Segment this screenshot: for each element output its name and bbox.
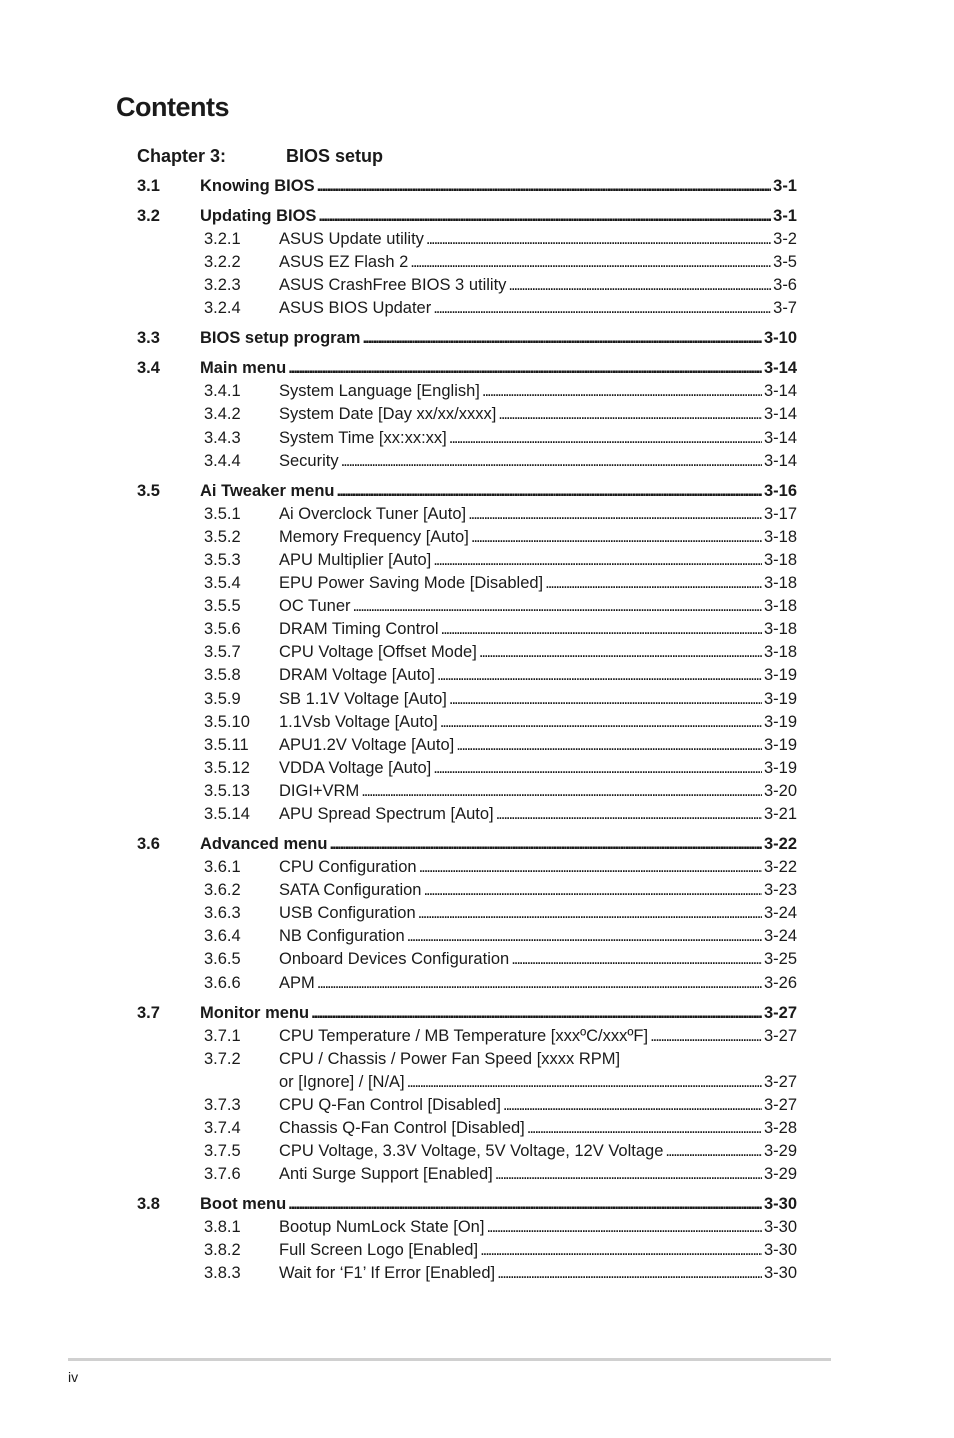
entry-number: 3.5.10 (204, 712, 250, 731)
entry-page: 3-27 (763, 1003, 797, 1022)
toc-section (137, 327, 797, 350)
toc-section-entry[interactable] (137, 833, 797, 856)
entry-page: 3-28 (763, 1119, 797, 1137)
entry-title: Security (279, 451, 339, 470)
entry-number: 3.5.8 (204, 666, 241, 685)
entry-title: EPU Power Saving Mode [Disabled] (279, 574, 544, 593)
toc-subsection-entry[interactable] (137, 251, 797, 274)
dot-leader (337, 480, 762, 503)
entry-number: 3.2.1 (204, 230, 241, 248)
toc-subsection-entry[interactable] (137, 856, 797, 879)
entry-number: 3.6.5 (204, 950, 241, 969)
dot-leader (317, 972, 762, 995)
entry-title: ASUS CrashFree BIOS 3 utility (279, 276, 507, 295)
toc-subsection-entry[interactable] (137, 618, 797, 641)
entry-page: 3-22 (763, 835, 797, 854)
entry-number: 3.8.2 (204, 1241, 241, 1260)
entry-title: CPU Voltage [Offset Mode] (279, 643, 477, 662)
entry-page: 3-6 (773, 276, 797, 295)
toc-subsection-entry[interactable] (137, 380, 797, 403)
dot-leader (341, 450, 762, 473)
dot-leader (468, 503, 762, 526)
entry-title: Knowing BIOS (200, 177, 315, 195)
toc-subsection-entry[interactable] (137, 948, 797, 971)
entry-number: 3.7 (137, 1003, 160, 1022)
entry-page: 3-23 (763, 881, 797, 900)
entry-title: Anti Surge Support [Enabled] (279, 1165, 493, 1184)
dot-leader (288, 1193, 762, 1216)
entry-number: 3.7.4 (204, 1119, 241, 1137)
toc-subsection-entry[interactable] (137, 925, 797, 948)
entry-title: Advanced menu (200, 835, 328, 854)
entry-number: 3.5.9 (204, 689, 241, 708)
dot-leader (329, 833, 762, 856)
entry-number: 3.5.5 (204, 597, 241, 616)
entry-number: 3.5.3 (204, 550, 241, 569)
dot-leader (437, 664, 762, 687)
entry-number: 3.3 (137, 329, 160, 348)
entry-title: Monitor menu (200, 1003, 310, 1022)
toc-subsection-entry[interactable] (137, 1048, 797, 1071)
entry-page: 3-7 (773, 299, 797, 318)
toc-subsection-entry[interactable] (137, 972, 797, 995)
dot-leader (311, 1002, 762, 1025)
entry-number: 3.4.2 (204, 405, 241, 424)
entry-page: 3-19 (763, 735, 797, 754)
entry-number: 3.8.1 (204, 1218, 241, 1237)
entry-page: 3-2 (773, 230, 797, 248)
toc-subsection-entry[interactable] (137, 450, 797, 473)
entry-title: Main menu (200, 359, 287, 378)
dot-leader (433, 757, 762, 780)
entry-number: 3.2 (137, 207, 160, 225)
entry-number: 3.4 (137, 359, 160, 378)
entry-title: or [Ignore] / [N/A] (279, 1072, 405, 1091)
entry-page: 3-5 (773, 253, 797, 272)
entry-page: 3-27 (763, 1072, 797, 1091)
entry-number: 3.5.2 (204, 527, 241, 546)
entry-number: 3.5.13 (204, 781, 250, 800)
entry-page: 3-1 (773, 207, 797, 225)
entry-title: ASUS BIOS Updater (279, 299, 432, 318)
toc-subsection-entry[interactable] (137, 427, 797, 450)
entry-title: DRAM Voltage [Auto] (279, 666, 435, 685)
toc-subsection-entry[interactable] (137, 641, 797, 664)
toc-section-entry[interactable] (137, 1193, 797, 1216)
dot-leader (418, 902, 762, 925)
entry-title: System Date [Day xx/xx/xxxx] (279, 405, 497, 424)
entry-number: 3.8.3 (204, 1264, 241, 1283)
entry-page: 3-14 (763, 428, 797, 447)
dot-leader (449, 688, 762, 711)
dot-leader (498, 403, 762, 426)
entry-page: 3-18 (763, 550, 797, 569)
dot-leader (433, 297, 771, 320)
toc-subsection-entry[interactable] (137, 711, 797, 734)
toc-subsection-entry[interactable] (137, 803, 797, 826)
dot-leader (440, 711, 762, 734)
toc-subsection-entry[interactable] (137, 902, 797, 925)
entry-page: 3-14 (763, 405, 797, 424)
entry-page: 3-10 (763, 329, 797, 348)
entry-page: 3-30 (763, 1264, 797, 1283)
entry-page: 3-30 (763, 1195, 797, 1214)
toc-subsection-entry[interactable] (137, 879, 797, 902)
entry-title: Onboard Devices Configuration (279, 950, 510, 969)
toc-subsection-entry[interactable] (137, 734, 797, 757)
dot-leader (426, 228, 771, 251)
entry-number: 3.5.11 (204, 735, 249, 754)
dot-leader (511, 948, 762, 971)
dot-leader (410, 251, 771, 274)
toc-subsection-entry[interactable] (137, 297, 797, 320)
entry-page: 3-26 (763, 973, 797, 992)
entry-page: 3-17 (763, 504, 797, 523)
toc-section-entry[interactable] (137, 175, 797, 198)
toc-section (137, 480, 797, 826)
entry-title: System Time [xx:xx:xx] (279, 428, 447, 447)
chapter-heading (137, 146, 383, 167)
entry-page: 3-29 (763, 1142, 797, 1161)
dot-leader (545, 572, 762, 595)
dot-leader (508, 274, 771, 297)
dot-leader (486, 1216, 762, 1239)
dot-leader (419, 856, 762, 879)
entry-page: 3-27 (763, 1095, 797, 1114)
entry-page: 3-14 (763, 451, 797, 470)
entry-page: 3-19 (763, 758, 797, 777)
entry-number: 3.6.2 (204, 881, 241, 900)
dot-leader (288, 357, 762, 380)
entry-title: NB Configuration (279, 927, 405, 946)
entry-number: 3.5.6 (204, 620, 241, 639)
toc-section-entry[interactable] (137, 357, 797, 380)
entry-number: 3.7.2 (204, 1049, 241, 1068)
entry-page: 3-1 (773, 177, 797, 195)
dot-leader (650, 1025, 762, 1048)
entry-title: Ai Overclock Tuner [Auto] (279, 504, 467, 523)
entry-title: Updating BIOS (200, 207, 317, 225)
entry-number: 3.5.14 (204, 804, 250, 823)
entry-number: 3.1 (137, 177, 160, 195)
entry-page: 3-18 (763, 643, 797, 662)
entry-number: 3.6.6 (204, 973, 241, 992)
entry-number: 3.2.3 (204, 276, 241, 295)
entry-page: 3-29 (763, 1165, 797, 1184)
entry-page: 3-24 (763, 904, 797, 923)
dot-leader (318, 205, 771, 228)
toc-subsection-entry[interactable] (137, 1071, 797, 1094)
toc-section-entry[interactable] (137, 205, 797, 228)
toc-section (137, 205, 797, 320)
toc-section-entry[interactable] (137, 480, 797, 503)
dot-leader (471, 526, 762, 549)
toc-subsection-entry[interactable] (137, 549, 797, 572)
entry-page: 3-27 (763, 1026, 797, 1045)
entry-number: 3.7.6 (204, 1165, 241, 1184)
entry-title: Boot menu (200, 1195, 287, 1214)
toc-section (137, 833, 797, 995)
entry-number: 3.5.7 (204, 643, 241, 662)
entry-title: USB Configuration (279, 904, 416, 923)
entry-page: 3-18 (763, 574, 797, 593)
toc-section-entry[interactable] (137, 327, 797, 350)
dot-leader (496, 803, 762, 826)
entry-title: Full Screen Logo [Enabled] (279, 1241, 479, 1260)
entry-title: ASUS EZ Flash 2 (279, 253, 409, 272)
entry-title: Chassis Q-Fan Control [Disabled] (279, 1119, 525, 1137)
chapter-name: BIOS setup (286, 146, 384, 166)
entry-number: 3.2.4 (204, 299, 241, 318)
dot-leader (665, 1140, 762, 1163)
entry-number: 3.4.1 (204, 382, 241, 401)
entry-number: 3.5.4 (204, 574, 241, 593)
toc-subsection-entry[interactable] (137, 1025, 797, 1048)
toc-subsection-entry[interactable] (137, 595, 797, 618)
toc-section (137, 1193, 797, 1285)
entry-page: 3-19 (763, 689, 797, 708)
entry-title: Wait for ‘F1’ If Error [Enabled] (279, 1264, 496, 1283)
entry-number: 3.4.4 (204, 451, 241, 470)
toc-subsection-entry[interactable] (137, 780, 797, 803)
toc-subsection-entry[interactable] (137, 1163, 797, 1186)
toc-subsection-entry[interactable] (137, 228, 797, 251)
entry-title: DIGI+VRM (279, 781, 360, 800)
dot-leader (433, 549, 762, 572)
entry-title: Ai Tweaker menu (200, 481, 335, 500)
toc-section-entry[interactable] (137, 1002, 797, 1025)
toc-subsection-entry[interactable] (137, 526, 797, 549)
entry-page: 3-21 (763, 804, 797, 823)
toc-subsection-entry[interactable] (137, 403, 797, 426)
entry-title: CPU Temperature / MB Temperature [xxxºC/xxxºF] (279, 1026, 649, 1045)
toc-section (137, 1002, 797, 1187)
entry-page: 3-19 (763, 666, 797, 685)
entry-number: 3.5.1 (204, 504, 241, 523)
entry-number: 3.5 (137, 481, 160, 500)
entry-number: 3.8 (137, 1195, 160, 1214)
entry-number: 3.4.3 (204, 428, 241, 447)
entry-title: APU1.2V Voltage [Auto] (279, 735, 455, 754)
toc-subsection-entry[interactable] (137, 1117, 797, 1140)
entry-title: APU Multiplier [Auto] (279, 550, 432, 569)
dot-leader (456, 734, 762, 757)
dot-leader (503, 1094, 762, 1117)
entry-title: 1.1Vsb Voltage [Auto] (279, 712, 438, 731)
entry-page: 3-19 (763, 712, 797, 731)
entry-page: 3-16 (763, 481, 797, 500)
entry-title: CPU Configuration (279, 858, 417, 877)
entry-number: 3.6.3 (204, 904, 241, 923)
entry-page: 3-25 (763, 950, 797, 969)
dot-leader (497, 1262, 762, 1285)
dot-leader (482, 380, 762, 403)
dot-leader (480, 1239, 762, 1262)
entry-page: 3-20 (763, 781, 797, 800)
entry-number: 3.6 (137, 835, 160, 854)
entry-page: 3-30 (763, 1241, 797, 1260)
entry-title: SATA Configuration (279, 881, 422, 900)
entry-title: VDDA Voltage [Auto] (279, 758, 432, 777)
entry-page: 3-22 (763, 858, 797, 877)
footer-divider (68, 1358, 831, 1361)
toc-subsection-entry[interactable] (137, 688, 797, 711)
dot-leader (361, 780, 762, 803)
entry-title: CPU Voltage, 3.3V Voltage, 5V Voltage, 12V Voltage (279, 1142, 664, 1161)
entry-title: System Language [English] (279, 382, 480, 401)
toc-subsection-entry[interactable] (137, 1239, 797, 1262)
page-number: iv (68, 1369, 79, 1385)
dot-leader (353, 595, 762, 618)
toc-subsection-entry[interactable] (137, 1216, 797, 1239)
dot-leader (407, 925, 762, 948)
entry-page: 3-30 (763, 1218, 797, 1237)
page-title: Contents (116, 92, 229, 122)
dot-leader (362, 327, 762, 350)
table-of-contents (137, 175, 797, 1293)
toc-subsection-entry[interactable] (137, 572, 797, 595)
toc-subsection-entry[interactable] (137, 1140, 797, 1163)
entry-number: 3.7.5 (204, 1142, 241, 1161)
entry-title: CPU / Chassis / Power Fan Speed [xxxx RPM] (279, 1049, 621, 1068)
toc-subsection-entry[interactable] (137, 1094, 797, 1117)
chapter-number: Chapter 3: (137, 146, 227, 166)
dot-leader (423, 879, 762, 902)
entry-number: 3.7.3 (204, 1095, 241, 1114)
entry-page: 3-18 (763, 620, 797, 639)
entry-title: Bootup NumLock State [On] (279, 1218, 485, 1237)
entry-number: 3.7.1 (204, 1026, 241, 1045)
entry-title: APU Spread Spectrum [Auto] (279, 804, 494, 823)
entry-number: 3.2.2 (204, 253, 241, 272)
entry-page: 3-18 (763, 527, 797, 546)
toc-subsection-entry[interactable] (137, 664, 797, 687)
entry-page: 3-14 (763, 382, 797, 401)
dot-leader (527, 1117, 762, 1140)
entry-number: 3.6.4 (204, 927, 241, 946)
dot-leader (407, 1071, 762, 1094)
dot-leader (441, 618, 762, 641)
toc-section (137, 357, 797, 472)
entry-number: 3.6.1 (204, 858, 241, 877)
dot-leader (449, 427, 762, 450)
entry-title: ASUS Update utility (279, 230, 424, 248)
toc-section (137, 175, 797, 198)
toc-subsection-entry[interactable] (137, 757, 797, 780)
entry-page: 3-14 (763, 359, 797, 378)
entry-title: BIOS setup program (200, 329, 361, 348)
dot-leader (317, 175, 772, 198)
entry-number: 3.5.12 (204, 758, 250, 777)
toc-subsection-entry[interactable] (137, 503, 797, 526)
entry-page: 3-24 (763, 927, 797, 946)
entry-title: APM (279, 973, 315, 992)
toc-subsection-entry[interactable] (137, 274, 797, 297)
entry-title: SB 1.1V Voltage [Auto] (279, 689, 447, 708)
dot-leader (479, 641, 762, 664)
entry-page: 3-18 (763, 597, 797, 616)
entry-title: CPU Q-Fan Control [Disabled] (279, 1095, 501, 1114)
toc-subsection-entry[interactable] (137, 1262, 797, 1285)
entry-title: Memory Frequency [Auto] (279, 527, 469, 546)
entry-title: DRAM Timing Control (279, 620, 439, 639)
dot-leader (495, 1163, 762, 1186)
entry-title: OC Tuner (279, 597, 351, 616)
